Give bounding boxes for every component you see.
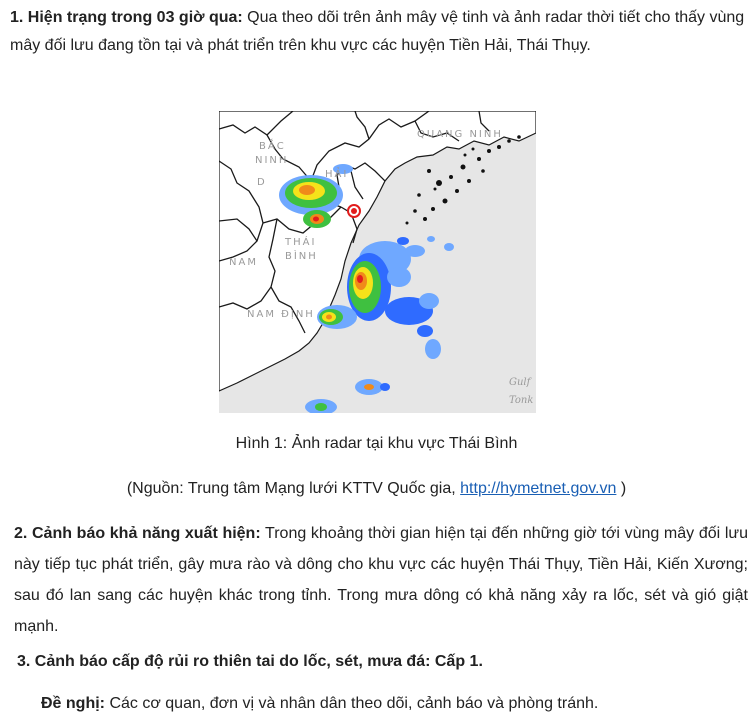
figure-source-suffix: ) [616,480,627,497]
map-label-quang-ninh: QUANG NINH [417,129,503,140]
section-warning-heading: 2. Cảnh báo khả năng xuất hiện: [14,525,261,542]
map-label-thai: THÁI [285,237,317,248]
source-link[interactable]: http://hymetnet.gov.vn [460,480,617,497]
section-warning-text: Trong khoảng thời gian hiện tại đến những giờ tới vùng mây đối lưu này tiếp tục phát triển, gây mưa rào và dông cho khu vực các huyện Thái Thụy, Tiền Hải, Kiến Xương; sau đó lan sang các huyện khác trong tỉnh. Trong mưa dông có khả năng xảy ra lốc, sét và gió giật mạnh. [14,525,748,635]
radar-map-figure [219,111,536,413]
section-recommendation-heading: Đề nghị: [41,695,105,712]
figure-source [0,477,753,501]
section-risk-level [17,648,747,676]
map-label-nam: NAM [229,257,258,268]
section-current-status-heading: 1. Hiện trạng trong 03 giờ qua: [10,9,243,26]
map-label-gulf: Gulf [509,377,531,388]
map-label-nam-dinh: NAM ĐỊNH [247,309,315,320]
radar-map [219,111,536,413]
map-label-hai: HẢI [325,169,349,180]
figure-caption: Hình 1: Ảnh radar tại khu vực Thái Bình [235,435,518,452]
section-risk-level-heading: 3. Cảnh báo cấp độ rủi ro thiên tai do lốc, sét, mưa đá: Cấp 1. [17,653,483,670]
section-current-status-text: Qua theo dõi trên ảnh mây vệ tinh và ảnh radar thời tiết cho thấy vùng mây đối lưu đang tồn tại và phát triển trên khu vực các huyện Tiền Hải, Thái Thụy. [10,9,745,54]
map-label-d: D [257,177,267,188]
section-recommendation-text: Các cơ quan, đơn vị và nhân dân theo dõi, cảnh báo và phòng tránh. [105,695,599,712]
map-label-binh: BÌNH [285,251,318,262]
figure-source-prefix: (Nguồn: Trung tâm Mạng lưới KTTV Quốc gia, [126,480,461,497]
section-recommendation [41,690,747,718]
section-warning [14,518,748,642]
section-current-status [10,4,748,60]
map-label-ninh: NINH [255,155,289,166]
map-label-bac: BẮC [259,141,286,152]
map-label-tonk: Tonk [509,395,534,406]
radar-station-marker [348,205,360,217]
